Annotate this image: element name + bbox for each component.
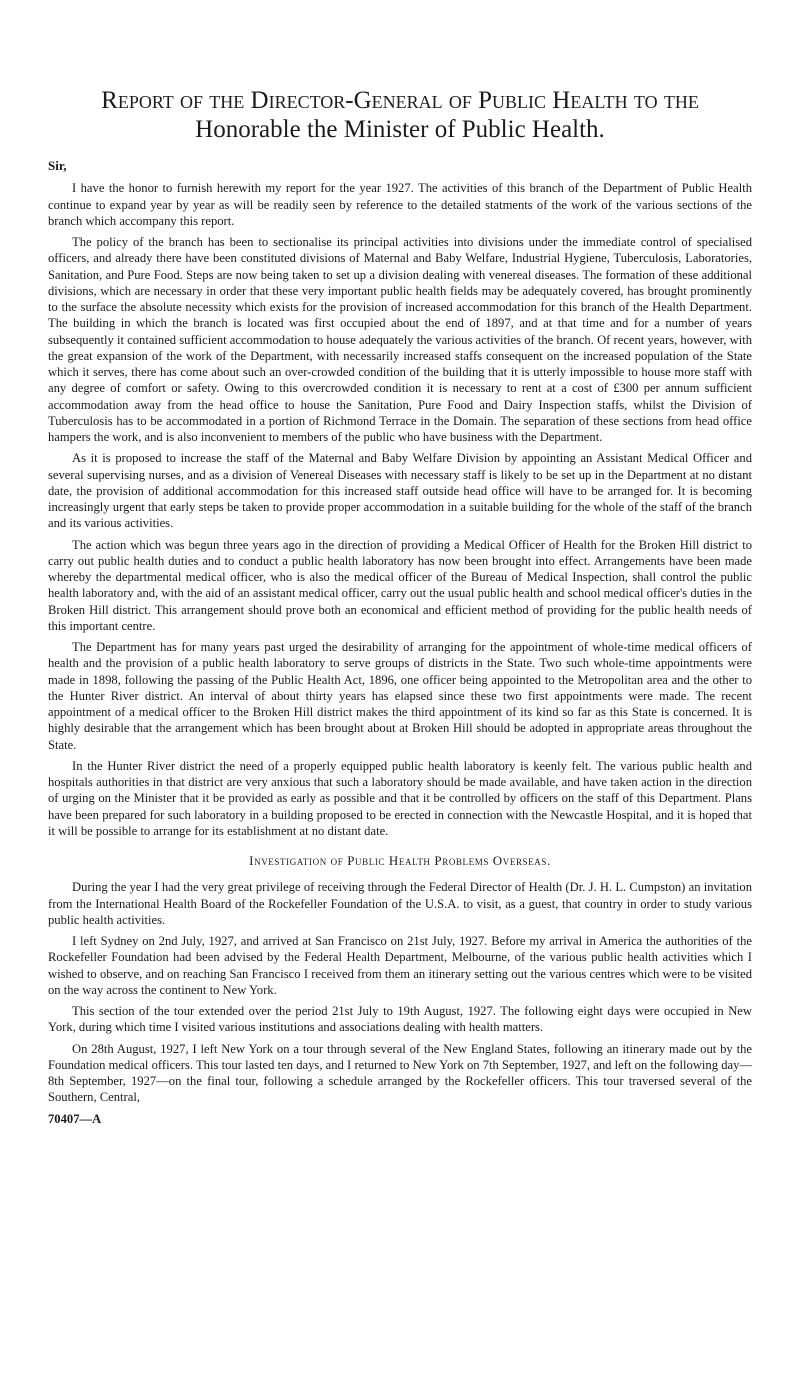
body-paragraph: As it is proposed to increase the staff of the Maternal and Baby Welfare Division by appointing an Assistant Medical Officer and several supervising nurses, and as a division of Venereal Diseases with necessary staff is likely to be set up in the Department at no distant date, the provision of additional accommodation for this increased staff outside head office will have to be arranged for. It is becoming increasingly urgent that early steps be taken to provide proper accommodation in a suitable building for the whole of the staff of the branch and its various activities.	[48, 451, 752, 531]
section-paragraph: During the year I had the very great privilege of receiving through the Federal Director of Health (Dr. J. H. L. Cumpston) an invitation from the International Health Board of the Rockefeller Foundation of the U.S.A. to visit, as a guest, that country in order to study various public health activities.	[48, 880, 752, 927]
report-title-line-1: Report of the Director-General of Public Health to the	[101, 87, 699, 114]
report-title	[0, 86, 800, 144]
report-title-line-2: Honorable the Minister of Public Health.	[195, 116, 605, 143]
body-paragraph: The policy of the branch has been to sectionalise its principal activities into divisions under the immediate control of specialised officers, and already there have been constituted divisions of Maternal and Baby Welfare, Industrial Hygiene, Tuberculosis, Laboratories, Sanitation, and Pure Food. Steps are now being taken to set up a division dealing with venereal diseases. The formation of these additional divisions, which are necessary in order that these very important public health fields may be adequately covered, has brought prominently to the surface the absolute necessity which exists for the provision of increased accommodation for this branch of the Health Department. The building in which the branch is located was first occupied about the end of 1897, and at that time and for a number of years subsequently it contained sufficient accommodation to house adequately the various activities of the branch. Of recent years, however, with the great expansion of the work of the Department, with necessarily increased staffs consequent on the increased population of the State which it serves, there has come about such an over-crowded condition of the building that it is utterly impossible to house more staff with any degree of comfort or safety. Owing to this overcrowded condition it is necessary to rent at a cost of £300 per annum sufficient accommodation away from the head office to house the Sanitation, Pure Food and Dairy Inspection staffs, whilst the Division of Tuberculosis has to be accommodated in a portion of Richmond Terrace in the Domain. The separation of these sections from head office hampers the work, and is also inconvenient to members of the public who have business with the Department.	[48, 235, 752, 444]
body-paragraph: The action which was begun three years ago in the direction of providing a Medical Officer of Health for the Broken Hill district to carry out public health duties and to conduct a public health laboratory has now been brought into effect. Arrangements have been made whereby the departmental medical officer, who is also the medical officer of the Bureau of Medical Inspection, shall control the public health laboratory and, with the aid of an assistant medical officer, carry out the usual public health and school medical officer's duties in the Broken Hill district. This arrangement should prove both an economical and efficient method of providing for the public health needs of this important centre.	[48, 537, 752, 633]
section-paragraph: I left Sydney on 2nd July, 1927, and arrived at San Francisco on 21st July, 1927. Before my arrival in America the authorities of the Rockefeller Foundation had been advised by the Federal Health Department, Melbourne, of the various public health activities which I wished to observe, and on reaching San Francisco I received from them an itinerary setting out the various centres which were to be visited on the way across the continent to New York.	[48, 934, 752, 997]
section-paragraph: On 28th August, 1927, I left New York on a tour through several of the New England States, following an itinerary made out by the Foundation medical officers. This tour lasted ten days, and I returned to New York on 7th September, 1927, and left on the following day—8th September, 1927—on the final tour, following a schedule arranged by the Rockefeller officers. This tour traversed several of the Southern, Central,	[48, 1041, 752, 1105]
body-paragraph: The Department has for many years past urged the desirability of arranging for the appointment of whole-time medical officers of health and the provision of a public health laboratory to serve groups of districts in the State. Two such whole-time appointments were made in 1898, following the passing of the Public Health Act, 1896, one officer being appointed to the Metropolitan area and the other to the Hunter River district. An interval of about thirty years has elapsed since these two first appointments were made. The recent appointment of a medical officer to the Broken Hill district makes the third appointment of its kind so far as this State is concerned. It is highly desirable that the arrangement which has been brought about at Broken Hill should be adopted in appropriate areas throughout the State.	[48, 640, 752, 752]
page-reference: 70407—A	[48, 1111, 102, 1126]
section-heading: Investigation of Public Health Problems Overseas.	[249, 853, 551, 868]
section-paragraph: This section of the tour extended over the period 21st July to 19th August, 1927. The following eight days were occupied in New York, during which time I visited various institutions and associations dealing with health matters.	[48, 1004, 752, 1035]
body-paragraph: I have the honor to furnish herewith my report for the year 1927. The activities of this branch of the Department of Public Health continue to expand year by year as will be readily seen by reference to the detailed statments of the work of the various sections of the branch which accompany this report.	[48, 181, 752, 228]
body-paragraph: In the Hunter River district the need of a properly equipped public health laboratory is keenly felt. The various public health and hospitals authorities in that district are very anxious that such a laboratory should be made available, and have taken action in the direction of urging on the Minister that it be provided as early as possible and that it be controlled by officers on the staff of this Department. Plans have been prepared for such laboratory in a building proposed to be erected in connection with the Newcastle Hospital, and it is hoped that it will be possible to arrange for its establishment at no distant date.	[48, 758, 752, 838]
report-body	[48, 158, 752, 1127]
salutation: Sir,	[48, 158, 67, 173]
